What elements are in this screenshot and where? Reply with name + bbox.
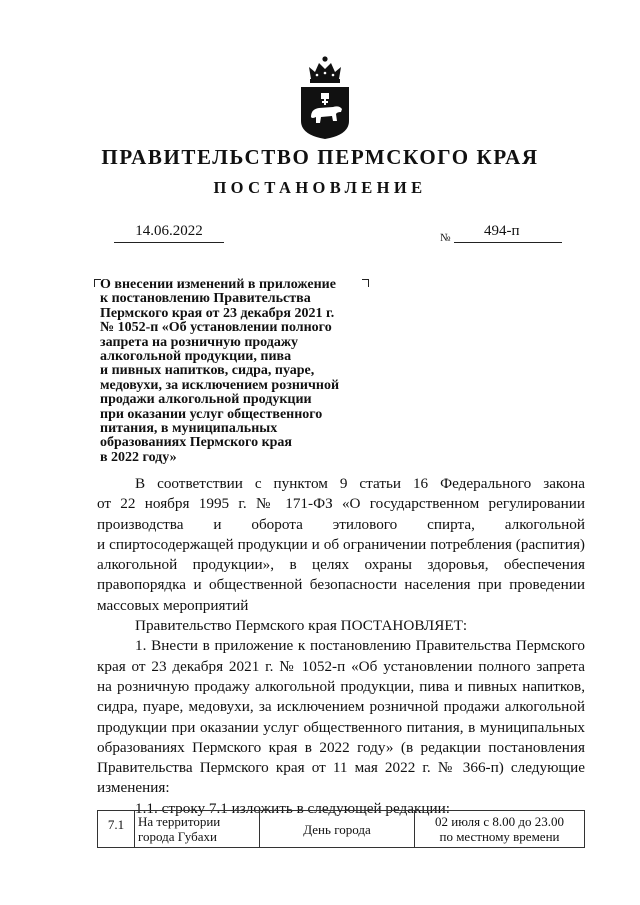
body-line: 1. Внести в приложение к постановлению Правительства Пермского	[135, 637, 585, 655]
subject-line: Пермского края от 23 декабря 2021 г.	[100, 305, 335, 321]
body-line: алкогольной продукции», в целях охраны здоровья, обеспечения	[97, 556, 585, 574]
amendment-table	[97, 810, 585, 848]
document-body	[97, 474, 585, 819]
body-line: сидра, пуаре, медовухи, за исключением розничной продажи алкогольной	[97, 698, 585, 716]
row-number-cell: 7.1	[98, 811, 135, 848]
subject-line: образованиях Пермского края	[100, 435, 292, 451]
document-date: 14.06.2022	[135, 223, 203, 239]
body-line: продукции при оказании услуг общественного питания, в муниципальных	[97, 718, 585, 736]
body-line: 1.1. строку 7.1 изложить в следующей редакции:	[135, 799, 451, 817]
body-line: В соответствии с пунктом 9 статьи 16 Федерального закона	[135, 475, 585, 492]
subject-line: в 2022 году»	[100, 449, 177, 465]
date-underline	[114, 242, 224, 243]
document-date-field	[114, 223, 224, 243]
body-line: массовых мероприятий	[97, 596, 249, 614]
body-line: края от 23 декабря 2021 г. № 1052-п «Об установлении полного запрета	[97, 657, 585, 675]
subject-line: продажи алкогольной продукции	[100, 392, 312, 408]
body-line: производства и оборота этилового спирта, алкогольной	[97, 515, 585, 533]
government-title: ПРАВИТЕЛЬСТВО ПЕРМСКОГО КРАЯ	[101, 145, 539, 169]
document-kind-title: ПОСТАНОВЛЕНИЕ	[213, 178, 427, 197]
body-line: от 22 ноября 1995 г. № 171-ФЗ «О государственном регулировании	[97, 495, 585, 513]
number-sign: №	[440, 232, 451, 244]
body-line: Правительства Пермского края от 11 мая 2022 г. № 366-п) следующие	[97, 759, 585, 777]
document-number: 494-п	[484, 223, 520, 239]
body-line: образованиях Пермского края в 2022 году» (в редакции постановления	[97, 738, 585, 756]
territory-cell	[135, 811, 260, 848]
subject-line: № 1052-п «Об установлении полного	[100, 320, 332, 336]
number-underline	[454, 242, 562, 243]
subject-line: к постановлению Правительства	[100, 291, 311, 307]
body-line: Правительство Пермского края ПОСТАНОВЛЯЕТ:	[135, 617, 468, 635]
subject-line: и пивных напитков, сидра, пуаре,	[100, 363, 315, 379]
time-cell	[415, 811, 585, 848]
subject-line: О внесении изменений в приложение	[100, 277, 336, 292]
territory-line: города Губахи	[138, 829, 217, 844]
subject-line: алкогольной продукции, пива	[100, 349, 292, 365]
time-line: по местному времени	[439, 829, 560, 844]
time-line: 02 июля с 8.00 до 23.00	[435, 814, 564, 829]
event-cell: День города	[260, 811, 415, 848]
subject-line: запрета на розничную продажу	[100, 334, 299, 350]
document-subject	[100, 278, 370, 465]
territory-line: На территории	[138, 814, 221, 829]
body-line: изменения:	[97, 779, 170, 797]
subject-line: питания, в муниципальных	[100, 421, 278, 437]
body-line: на розничную продажу алкогольной продукции, пива и пивных напитков,	[97, 677, 585, 695]
table-row	[98, 811, 585, 848]
subject-line: медовухи, за исключением розничной	[100, 377, 340, 393]
body-line: и спиртосодержащей продукции и об ограничении потребления (распития)	[97, 535, 585, 553]
coat-of-arms-icon	[297, 55, 353, 141]
body-line: правопорядка и общественной безопасности населения при проведении	[97, 576, 585, 594]
subject-line: при оказании услуг общественного	[100, 406, 323, 422]
